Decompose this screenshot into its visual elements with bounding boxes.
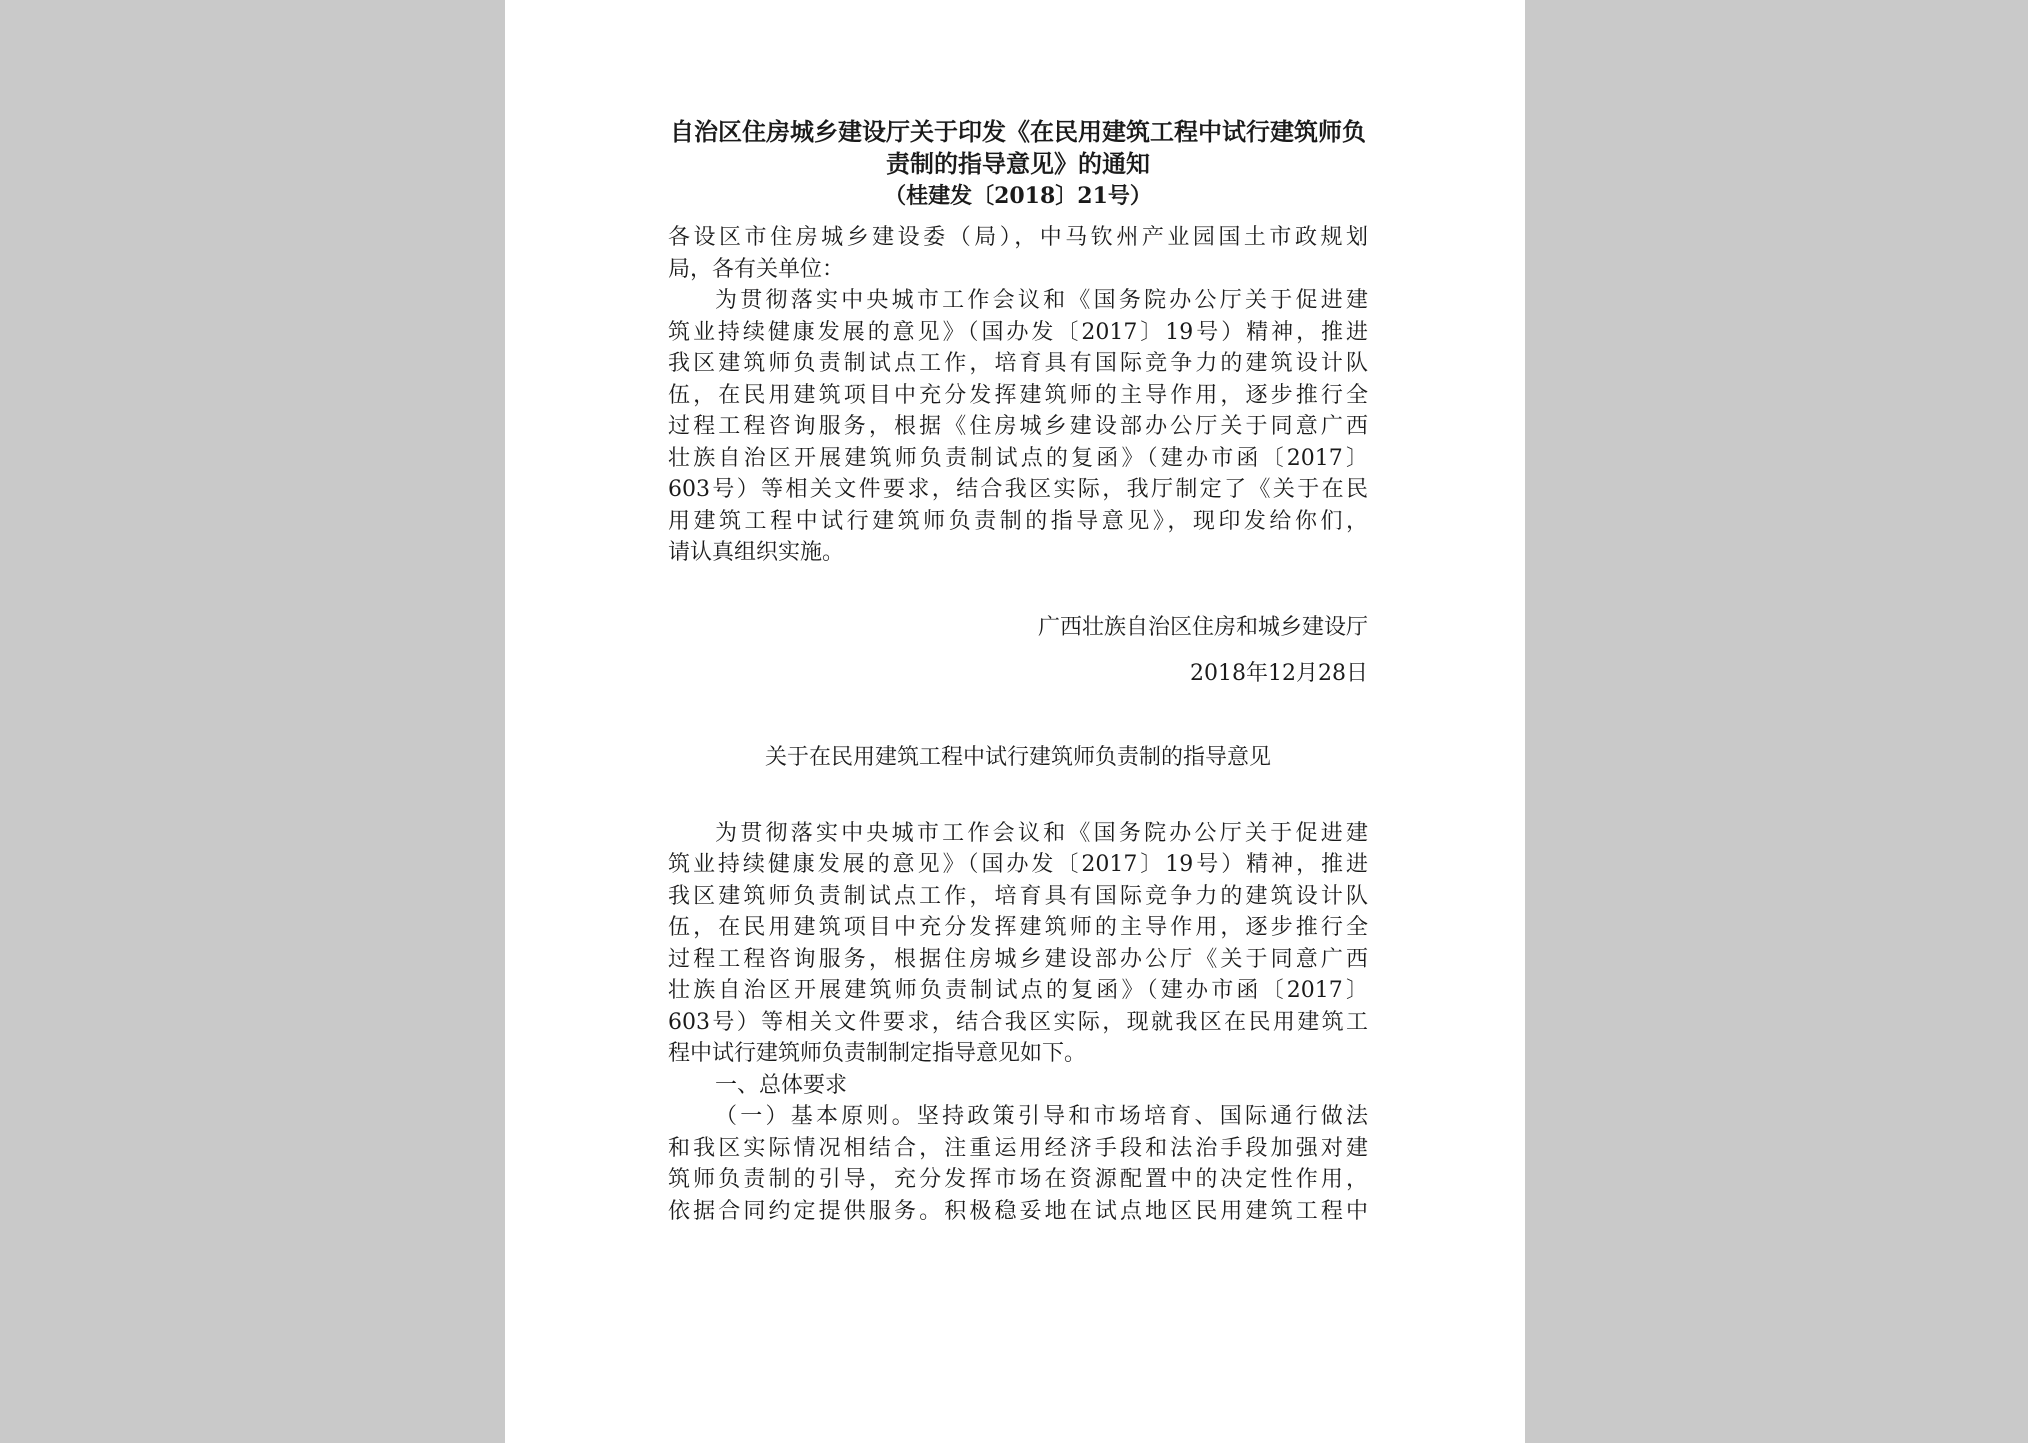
document-title-line: 责制的指导意见》的通知 — [886, 149, 1150, 178]
salutation-line: 各设区市住房城乡建设委（局），中马钦州产业园国土市政规划 — [668, 225, 1368, 250]
paragraph-line: 筑师负责制的引导，充分发挥市场在资源配置中的决定性作用， — [668, 1167, 1368, 1192]
document-title — [668, 116, 1368, 180]
paragraph-line: 依据合同约定提供服务。积极稳妥地在试点地区民用建筑工程中 — [668, 1198, 1368, 1224]
paragraph-line: 程中试行建筑师负责制制定指导意见如下。 — [668, 1041, 1087, 1066]
paragraph-line: 过程工程咨询服务，根据《住房城乡建设部办公厅关于同意广西 — [668, 414, 1368, 439]
salutation-line: 局，各有关单位： — [668, 256, 845, 282]
paragraph-line: 用建筑工程中试行建筑师负责制的指导意见》，现印发给你们， — [668, 508, 1368, 534]
paragraph-line: 过程工程咨询服务，根据住房城乡建设部办公厅《关于同意广西 — [668, 946, 1368, 972]
document-title-line: 自治区住房城乡建设厅关于印发《在民用建筑工程中试行建筑师负 — [670, 117, 1366, 146]
paragraph-line: 筑业持续健康发展的意见》（国办发〔2017〕19号）精神，推进 — [668, 852, 1368, 877]
salutation — [668, 222, 1368, 285]
paragraph-line: 为贯彻落实中央城市工作会议和《国务院办公厅关于促进建 — [715, 820, 1368, 846]
paragraph-line: 我区建筑师负责制试点工作，培育具有国际竞争力的建筑设计队 — [668, 351, 1368, 376]
notice-paragraph — [668, 285, 1368, 569]
paragraph-line: 603号）等相关文件要求，结合我区实际，现就我区在民用建筑工 — [668, 1009, 1368, 1035]
principle-paragraph — [668, 1101, 1368, 1227]
paragraph-line: 和我区实际情况相结合，注重运用经济手段和法治手段加强对建 — [668, 1135, 1368, 1161]
opinion-paragraph — [668, 818, 1368, 1070]
section-heading: 一、总体要求 — [715, 1072, 848, 1098]
document-content — [668, 116, 1368, 1227]
issuer: 广西壮族自治区住房和城乡建设厅 — [1037, 614, 1368, 640]
issue-date: 2018年12月28日 — [1190, 660, 1368, 686]
document-number: （桂建发〔2018〕21号） — [884, 183, 1152, 209]
paragraph-line: 为贯彻落实中央城市工作会议和《国务院办公厅关于促进建 — [715, 288, 1368, 313]
paragraph-line: 请认真组织实施。 — [668, 540, 845, 565]
paragraph-line: 伍，在民用建筑项目中充分发挥建筑师的主导作用，逐步推行全 — [668, 382, 1368, 408]
paragraph-line: 壮族自治区开展建筑师负责制试点的复函》（建办市函〔2017〕 — [668, 445, 1368, 471]
document-page — [505, 0, 1525, 1443]
paragraph-line: 我区建筑师负责制试点工作，培育具有国际竞争力的建筑设计队 — [668, 883, 1368, 909]
paragraph-line: （一）基本原则。坚持政策引导和市场培育、国际通行做法 — [715, 1104, 1368, 1129]
paragraph-line: 603号）等相关文件要求，结合我区实际，我厅制定了《关于在民 — [668, 477, 1368, 502]
paragraph-line: 筑业持续健康发展的意见》（国办发〔2017〕19号）精神，推进 — [668, 319, 1368, 345]
paragraph-line: 伍，在民用建筑项目中充分发挥建筑师的主导作用，逐步推行全 — [668, 915, 1368, 940]
paragraph-line: 壮族自治区开展建筑师负责制试点的复函》（建办市函〔2017〕 — [668, 978, 1368, 1003]
opinion-title: 关于在民用建筑工程中试行建筑师负责制的指导意见 — [764, 744, 1271, 770]
